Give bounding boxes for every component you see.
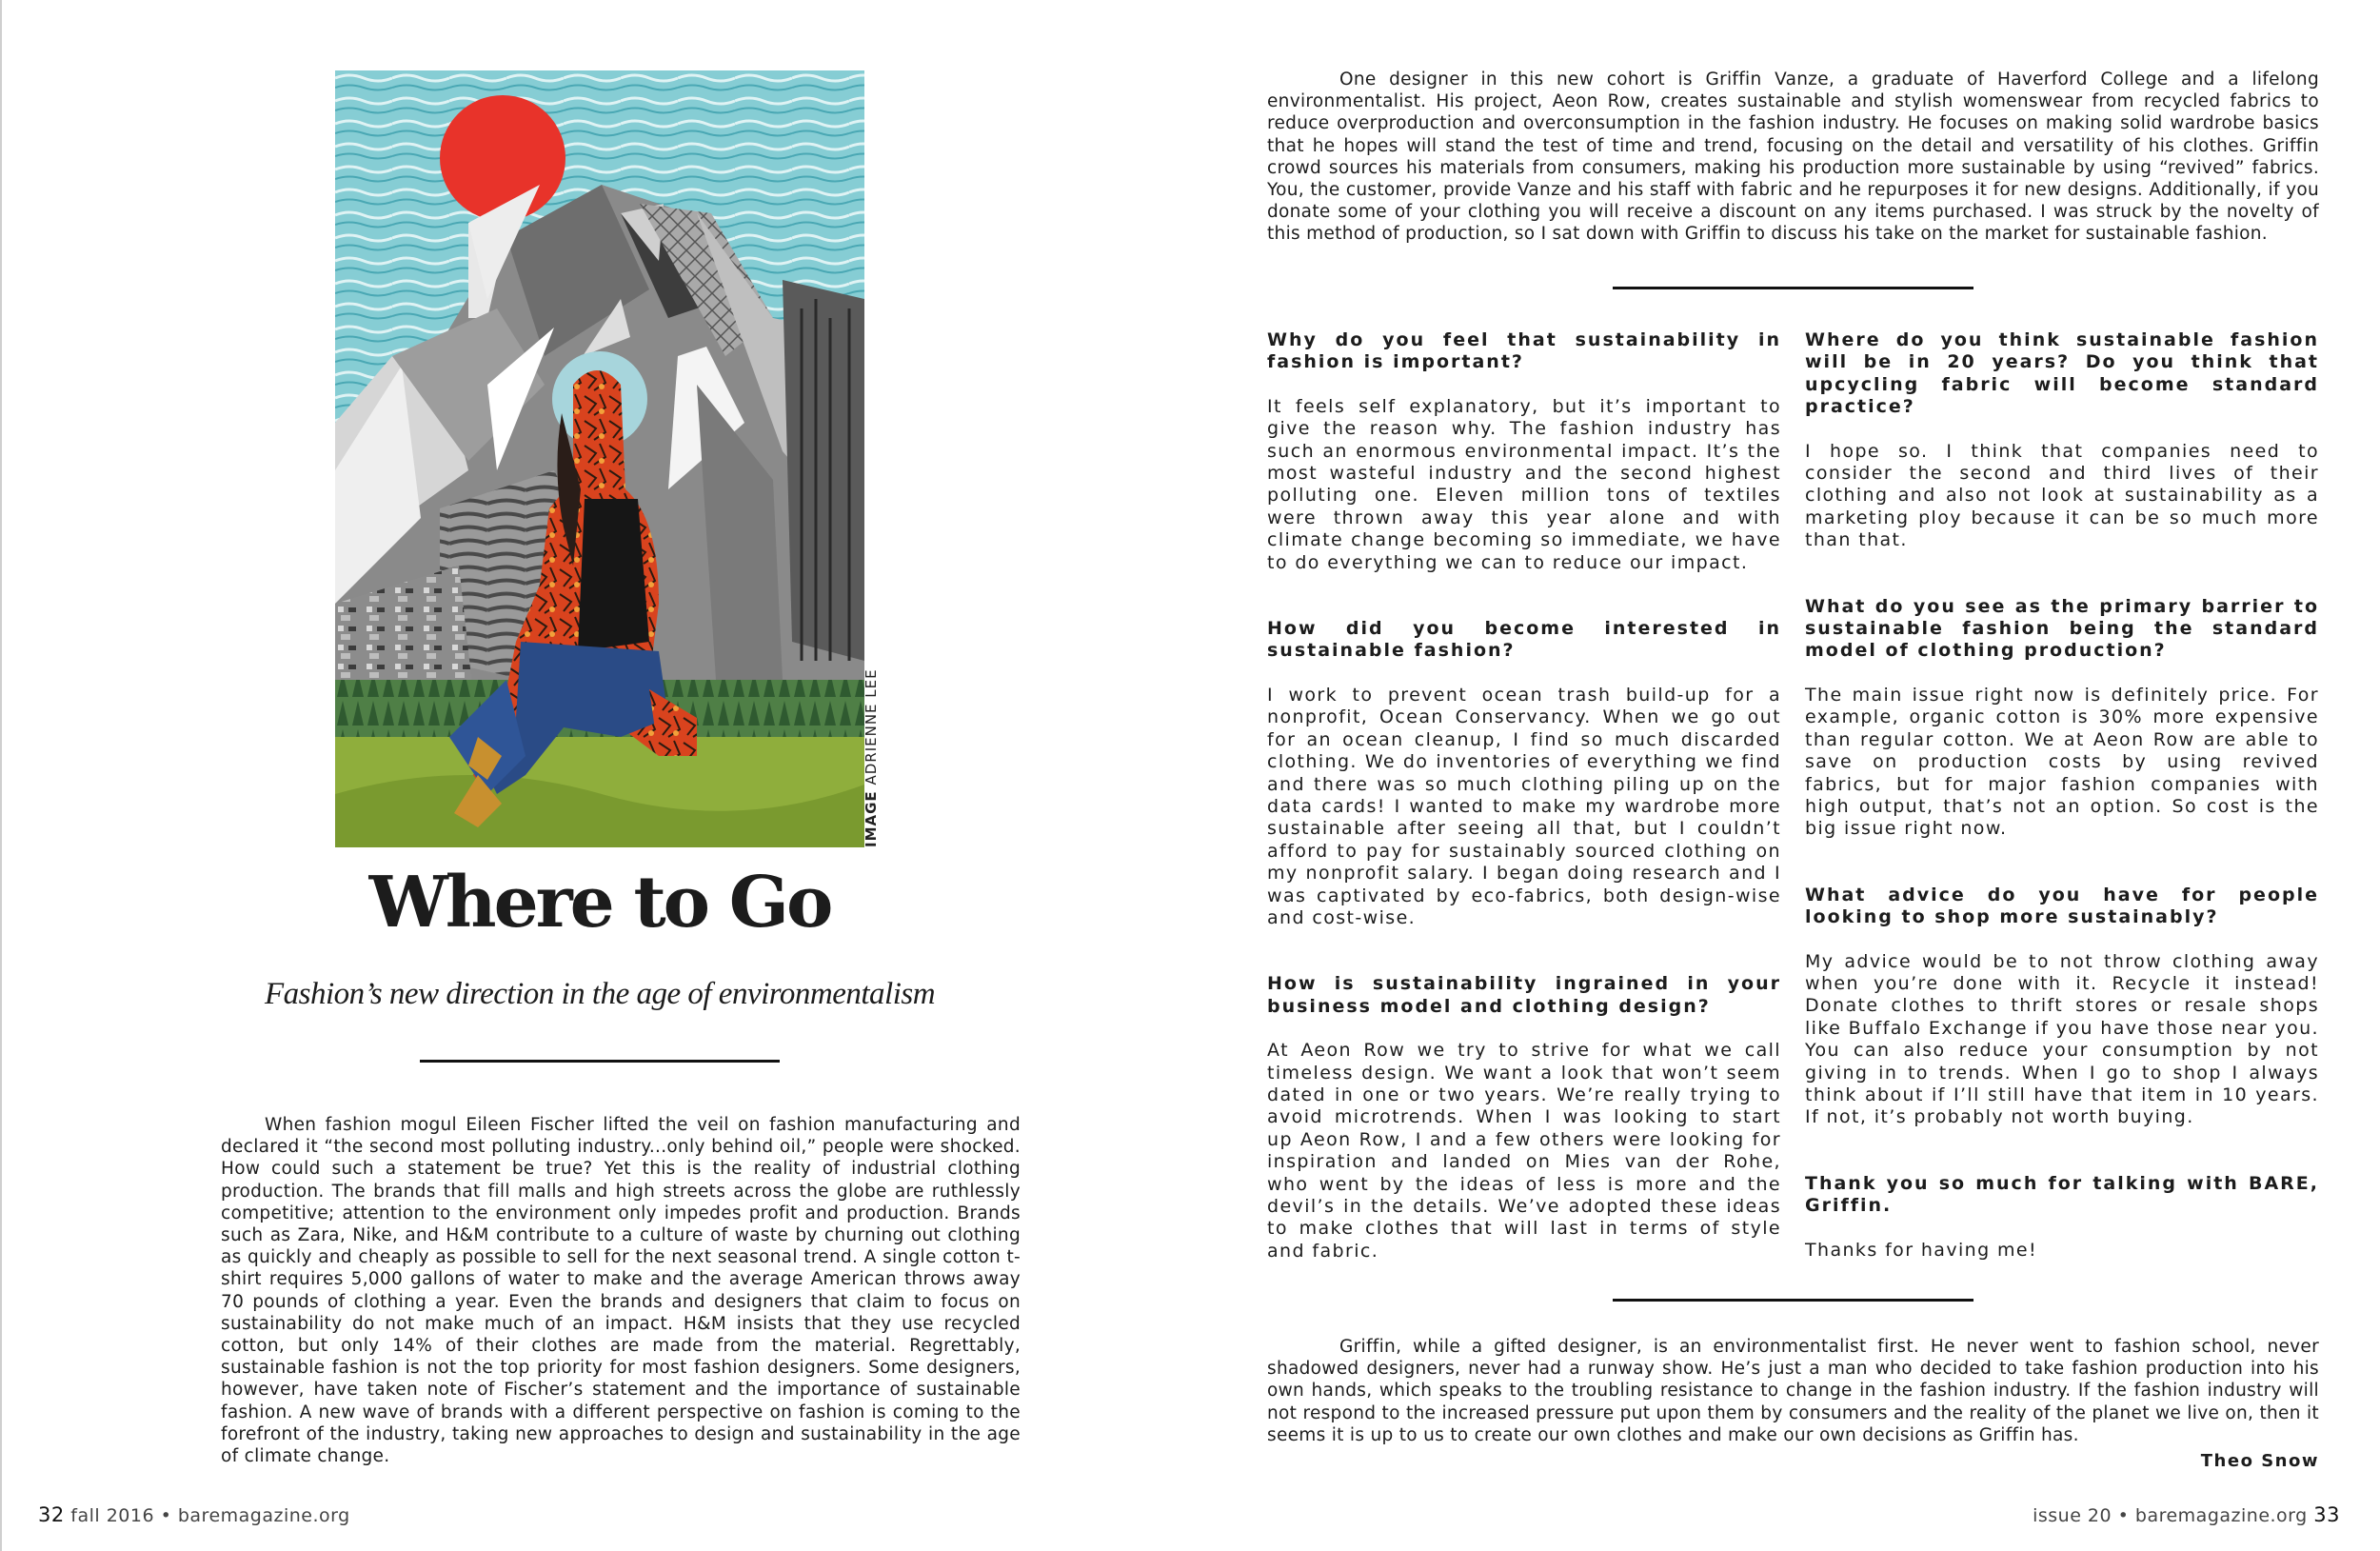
lede-paragraph: One designer in this new cohort is Griffin Vanze, a graduate of Haverford College and a lifelong environmentalist. His project, Aeon Row, creates sustainable and stylish womenswear from recycled fabrics to reduce overproduction and overconsumption in the fashion industry. He focuses on making solid wardrobe basics that he hopes will stand the test of time and trend, focusing on the detail and versatility of his clothes. Griffin crowd sources his materials from consumers, making his production more sustainable by using “revived” fabrics. You, the customer, provide Vanze and his staff with fabric and he repurposes it for new designs. Additionally, if you donate some of your clothing you will receive a discount on any items purchased. I was struck by the novelty of this method of production, so I sat down with Griffin to discuss his take on the market for sustainable fashion. (1267, 70, 2319, 245)
interview-column-left (1267, 329, 1781, 1306)
interview-answer: At Aeon Row we try to strive for what we call timeless design. We want a look that won’t seem dated in one or two years. We’re really trying to avoid microtrends. When I was looking to start up Aeon Row, I and a few others were looking for inspiration and landed on Mies van der Rohe, who went by the ideas of less is more and the devil’s in the details. We’ve adopted these ideas to make clothes that will last in terms of style and fabric. (1267, 1040, 1781, 1262)
interview-question: How did you become interested in sustainable fashion? (1267, 618, 1781, 662)
interview-answer: The main issue right now is definitely price. For example, organic cotton is 30% more expensive than regular cotton. We at Aeon Row are able to save on production costs by using revived fabrics, but for major fashion companies with high output, that’s not an option. So cost is the big issue right now. (1805, 684, 2319, 840)
article-subtitle: Fashion’s new direction in the age of environmentalism (264, 977, 936, 1011)
footer-right-text: issue 20 • baremagazine.org (2033, 1505, 2308, 1526)
interview-question: Thank you so much for talking with BARE, Griffin. (1805, 1172, 2319, 1217)
interview-answer: My advice would be to not throw clothing away when you’re done with it. Recycle it instead! Donate clothes to thrift stores or resale shops like Buffalo Exchange if you have those near you. You can also reduce your consumption by not giving in to trends. When I go to shop I always think about if I’ll still have that item in 10 years. If not, it’s probably not worth buying. (1805, 950, 2319, 1128)
interview-question: Where do you think sustainable fashion will be in 20 years? Do you think that upcycling fabric will become standard practice? (1805, 329, 2319, 418)
page-edge (0, 0, 2, 1551)
interview-answer: I hope so. I think that companies need to consider the second and third lives of their clothing and also not look at sustainability as a marketing ploy because it can be so much more than that. (1805, 440, 2319, 551)
interview-answer: Thanks for having me! (1805, 1239, 2038, 1261)
page-number-left: 32 (38, 1503, 65, 1526)
interview-question: What do you see as the primary barrier to sustainable fashion being the standard model of clothing production? (1805, 595, 2319, 662)
footer-left (38, 1503, 350, 1526)
title-divider (420, 1060, 780, 1063)
interview-answer: I work to prevent ocean trash build-up for a nonprofit, Ocean Conservancy. When we go out for an ocean cleanup, I find so much discarded clothing. We do inventories of everything we find and there was so much clothing piling up on the data cards! I wanted to make my wardrobe more sustainable after seeing all that, but I couldn’t afford to pay for sustainably sourced clothing on my nonprofit salary. I began doing research and I was captivated by eco-fabrics, both design-wise and cost-wise. (1267, 684, 1781, 928)
interview-column-right (1805, 329, 2319, 1305)
collage-illustration (335, 70, 864, 847)
article-title: Where to Go (368, 862, 831, 944)
outro-paragraph: Griffin, while a gifted designer, is an environmentalist first. He never went to fashion school, never shadowed designers, never had a runway show. He’s just a man who decided to take fashion production into his own hands, which speaks to the troubling resistance to change in the fashion industry. If the fashion industry will not respond to the increased pressure put upon them by consumers and the reality of the planet we live on, then it seems it is up to us to create our own clothes and make our own decisions as Griffin has. (1267, 1337, 2319, 1445)
footer-right (2033, 1503, 2340, 1526)
interview-question: Why do you feel that sustainability in fashion is important? (1267, 329, 1781, 373)
image-credit (863, 668, 880, 847)
credit-label: IMAGE (863, 790, 880, 847)
outro-divider (1613, 1299, 1973, 1302)
intro-paragraph: When fashion mogul Eileen Fischer lifted the veil on fashion manufacturing and declared it “the second most polluting industry...only behind oil,” people were shocked. How could such a statement be true? Yet this is the reality of industrial clothing production. The brands that fill malls and high streets across the globe are ruthlessly competitive; attention to the environment only impedes profit and production. Brands such as Zara, Nike, and H&M contribute to a culture of waste by churning out clothing as quickly and cheaply as possible to sell for the next seasonal trend. A single cotton t-shirt requires 5,000 gallons of water to make and the average American throws away 70 pounds of clothing a year. Even the brands and designers that claim to focus on sustainability do not make much of an impact. H&M insists that they use recycled cotton, but only 14% of their clothes are made from the material. Regrettably, sustainable fashion is not the top priority for most fashion designers. Some designers, however, have taken note of Fischer’s statement and the importance of sustainable fashion. A new wave of brands with a different perspective on fashion is coming to the forefront of the industry, taking new approaches to design and sustainability in the age of climate change. (221, 1115, 1021, 1467)
credit-name: ADRIENNE LEE (863, 668, 880, 785)
interview-answer: It feels self explanatory, but it’s important to give the reason why. The fashion industry has such an enormous environmental impact. It’s the most wasteful industry and the second highest polluting one. Eleven million tons of textiles were thrown away this year alone and with climate change becoming so immediate, we have to do everything we can to reduce our impact. (1267, 395, 1781, 573)
interview-question: How is sustainability ingrained in your business model and clothing design? (1267, 973, 1781, 1017)
interview-question: What advice do you have for people looking to shop more sustainably? (1805, 884, 2319, 928)
page-number-right: 33 (2313, 1503, 2340, 1526)
author-byline: Theo Snow (2200, 1451, 2319, 1471)
lede-divider (1613, 287, 1973, 289)
footer-left-text: fall 2016 • baremagazine.org (70, 1505, 350, 1526)
